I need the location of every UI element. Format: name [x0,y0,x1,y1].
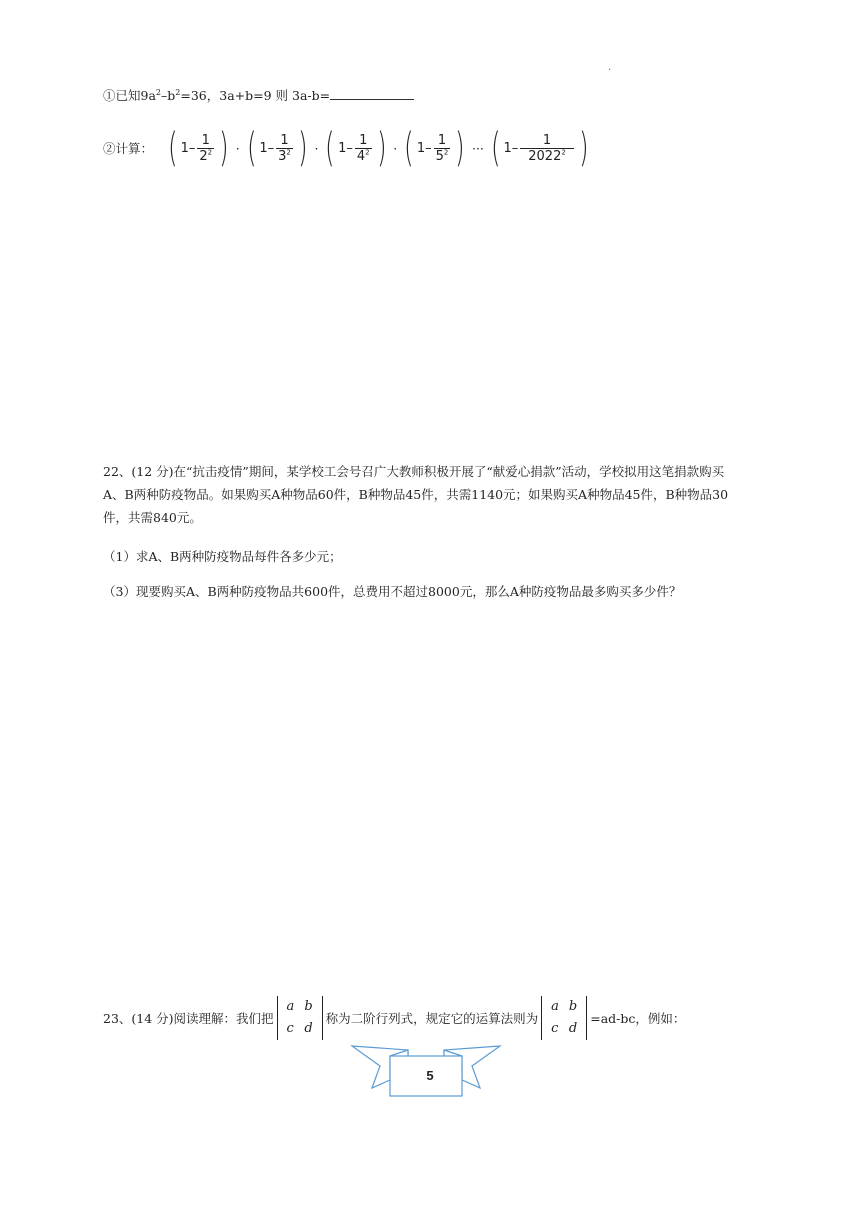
right-paren: ) [219,125,229,171]
term-one: 1– [503,140,519,156]
fraction [434,133,451,164]
term-one: 1– [338,140,353,156]
left-paren: ( [246,125,257,171]
header-dot: . [608,62,612,73]
matrix-a: a [286,999,295,1014]
question-part2 [103,125,591,171]
question-part1 [103,86,414,104]
base: 2 [199,148,208,164]
fraction-numerator: 1 [201,132,210,148]
right-paren: ) [297,125,308,171]
term-one: 1– [180,140,196,156]
fraction [520,133,574,164]
fraction-numerator: 1 [542,132,552,148]
base: 4 [356,148,366,164]
determinant-2 [541,996,587,1040]
fraction [276,133,293,164]
exponent: 2 [443,148,449,157]
term-one: 1– [416,140,432,156]
determinant-1 [277,996,323,1040]
q23-middle: 称为二阶行列式，规定它的运算法则为 [325,1011,539,1026]
exponent: 2 [207,148,213,157]
fraction-denominator [520,148,574,164]
matrix-d: d [568,1021,578,1036]
matrix-a: a [551,999,559,1014]
fraction-numerator: 1 [359,132,368,148]
fraction-denominator [197,148,214,164]
question-22-intro: 22、(12 分)在“抗击疫情”期间，某学校工会号召广大教师积极开展了“献爱心捐款”活动，学校拟用这笔捐款购买A、B两种防疫物品。如果购买A种物品60件，B种物品45件，共需1140元；如果购买A种物品45件，B种物品30件，共需840元。 [103,464,729,525]
fraction-numerator: 1 [437,132,447,148]
right-paren: ) [376,125,387,171]
answer-blank[interactable] [330,87,414,100]
matrix-c: c [551,1021,559,1036]
base: 2022 [528,148,562,164]
fraction-denominator [276,148,293,164]
fraction-denominator [434,148,451,164]
question-22-sub1: （1）求A、B两种防疫物品每件各多少元； [103,549,342,564]
right-paren: ) [455,125,465,171]
part1-expr-b: –b [161,88,176,103]
left-paren: ( [490,125,501,171]
exponent: 2 [286,148,291,157]
fraction [355,133,372,164]
term-one: 1– [259,140,275,156]
base: 3 [278,148,287,164]
part1-sup-a: 2 [155,87,162,97]
page-number: 5 [426,1068,434,1083]
base: 5 [435,148,444,164]
part2-label: ②计算： [103,141,154,156]
product-expression [165,125,591,171]
matrix-b: b [568,999,578,1014]
part1-expr-a: 9a [140,88,156,103]
question-23 [103,996,685,1040]
ellipsis: ··· [471,140,484,156]
multiply-dot: · [393,140,398,156]
left-paren: ( [168,125,178,171]
matrix-c: c [286,1021,294,1036]
left-paren: ( [325,125,335,171]
fraction-denominator [355,148,372,164]
exponent: 2 [365,148,370,157]
part1-label: ①已知 [103,88,141,103]
matrix-d: d [304,1021,313,1036]
multiply-dot: · [235,140,240,156]
question-22-sub3: （3）现要购买A、B两种防疫物品共600件，总费用不超过8000元，那么A种防疫物品最多购买多少件？ [103,584,682,599]
left-paren: ( [404,125,414,171]
right-paren: ) [578,125,589,171]
fraction-numerator: 1 [280,132,289,148]
q23-prefix: 23、(14 分)阅读理解：我们把 [103,1011,274,1026]
part1-rest: =36，3a+b=9 则 3a-b= [180,88,331,103]
fraction [197,133,214,164]
matrix-b: b [304,999,313,1014]
part1-sup-b: 2 [175,87,181,97]
exponent: 2 [561,148,566,157]
q23-suffix: =ad-bc，例如： [590,1011,686,1026]
multiply-dot: · [314,140,319,156]
